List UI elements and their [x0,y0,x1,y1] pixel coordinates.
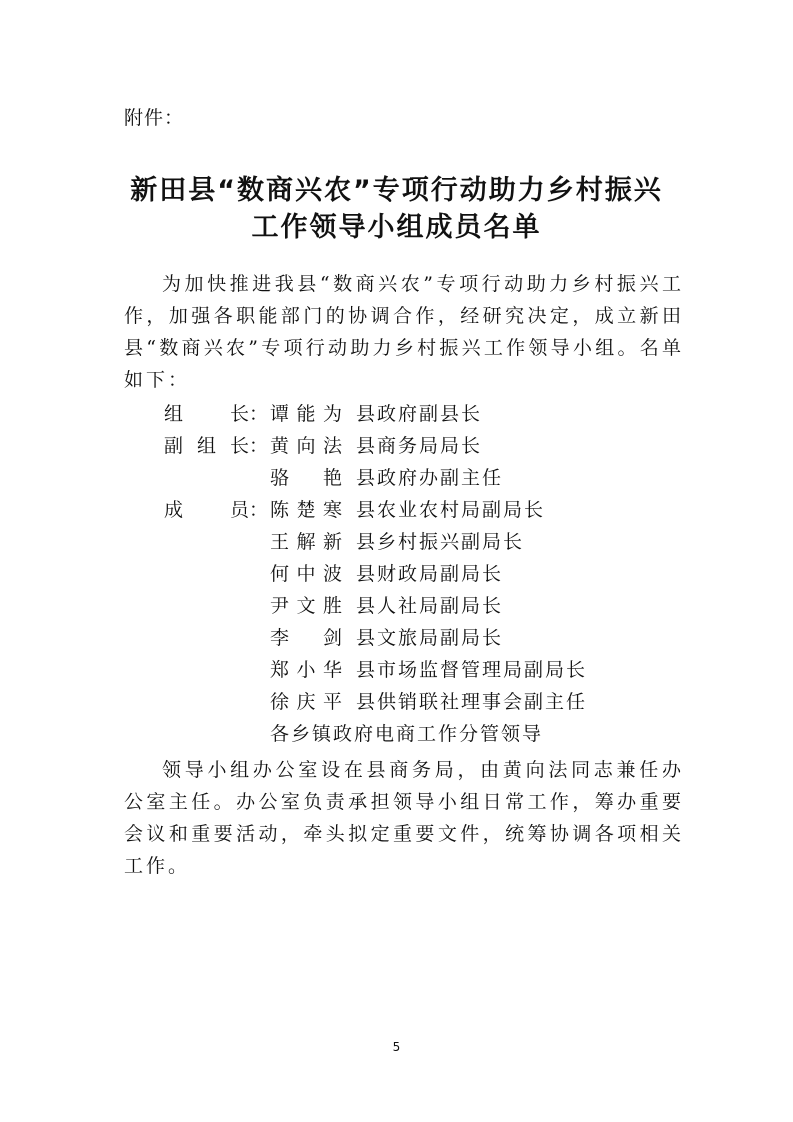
page-number: 5 [392,1040,401,1054]
intro-paragraph: 为加快推进我县“数商兴农”专项行动助力乡村振兴工作，加强各职能部门的协调合作，经研究决定，成立新田县“数商兴农”专项行动助力乡村振兴工作领导小组。名单如下： [124,273,684,391]
member-name: 何 中 波 [270,563,342,585]
member-post: 县政府副县长 [356,403,483,425]
attachment-label: 附件： [124,107,185,129]
member-name: 谭 能 为 [270,403,342,425]
role-char: 长： [229,403,268,425]
role-char: 员： [229,499,268,521]
member-post: 县政府办副主任 [356,467,504,489]
member-post: 县农业农村局副局长 [356,499,546,521]
member-name: 王 解 新 [270,531,342,553]
role-char: 组 [164,403,184,425]
role-char: 组 [196,435,216,457]
member-post: 县文旅局副局长 [356,627,504,649]
member-post: 县商务局局长 [356,435,483,457]
role-char: 长： [229,435,268,457]
member-post: 县供销联社理事会副主任 [356,691,588,713]
document-title-line-1: 新田县“数商兴农”专项行动助力乡村振兴 [130,175,663,206]
member-post: 县乡村振兴副局长 [356,531,525,553]
member-name: 骆 艳 [270,467,342,489]
member-post: 县财政局副局长 [356,563,504,585]
member-name: 陈 楚 寒 [270,499,342,521]
member-name: 尹 文 胜 [270,595,342,617]
role-label-member [164,494,268,526]
member-name: 徐 庆 平 [270,691,342,713]
town-leaders: 各乡镇政府电商工作分管领导 [270,723,544,745]
member-name: 李 剑 [270,627,342,649]
member-post: 县人社局副局长 [356,595,504,617]
member-name: 黄 向 法 [270,435,342,457]
role-label-leader [164,398,268,430]
role-char: 副 [164,435,184,457]
member-post: 县市场监督管理局副局长 [356,659,588,681]
document-title-line-2: 工作领导小组成员名单 [251,212,542,243]
office-paragraph: 领导小组办公室设在县商务局，由黄向法同志兼任办公室主任。办公室负责承担领导小组日常工作，筹办重要会议和重要活动，牵头拟定重要文件，统筹协调各项相关工作。 [124,759,684,877]
role-label-deputy [164,430,268,462]
member-name: 郑 小 华 [270,659,342,681]
role-char: 成 [164,499,184,521]
